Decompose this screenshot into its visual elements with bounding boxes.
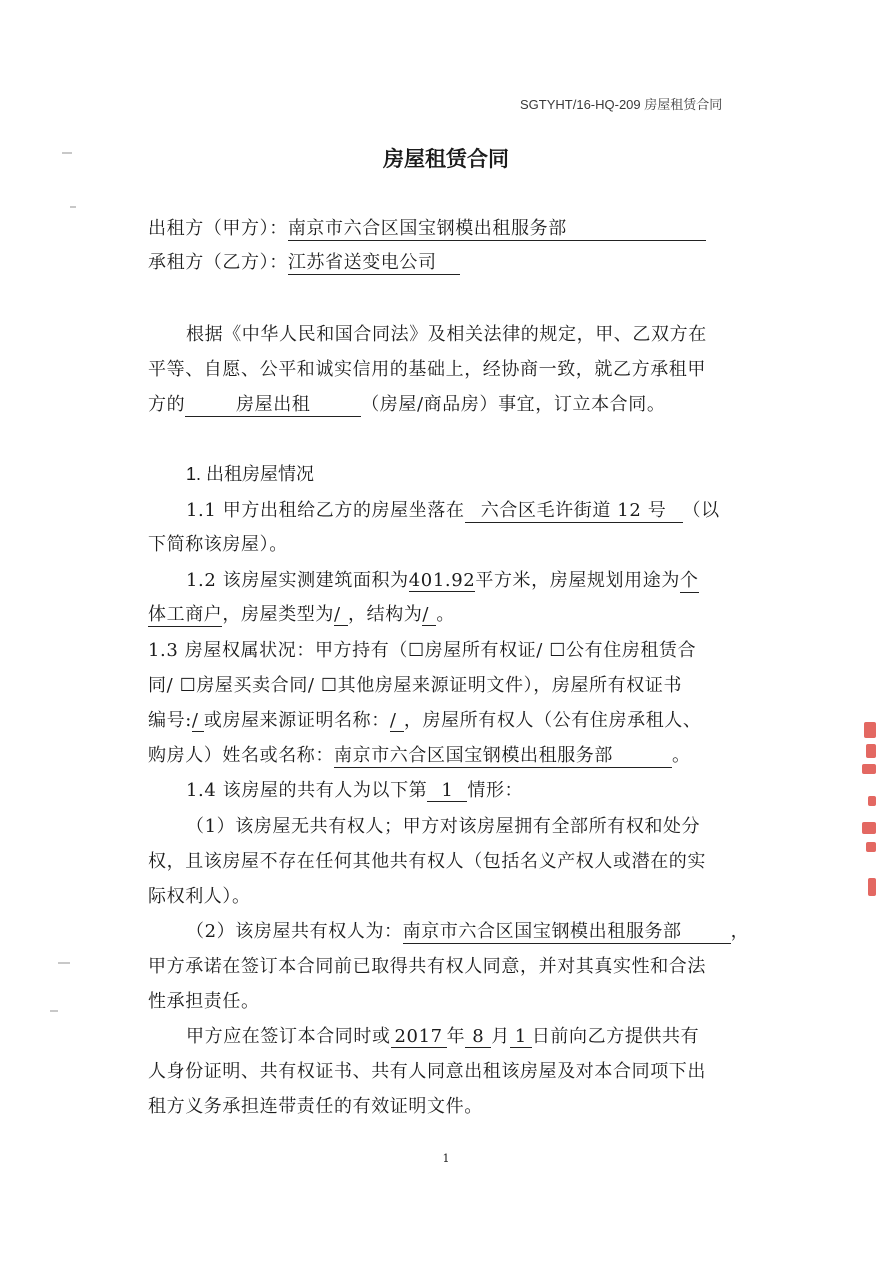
lessor-line [148,214,706,241]
lessor-name: 南京市六合区国宝钢模出租服务部 [288,214,706,241]
option-1-line-2: 权，且该房屋不存在任何其他共有权人（包括名义产权人或潜在的实 [148,851,706,872]
clause-1-1 [186,496,720,523]
clause-1-3-line-3 [148,706,701,732]
clause-text: 1.1 甲方出租给乙方的房屋坐落在 [186,500,465,521]
clause-text-end: 情形： [467,780,524,801]
option-2-line-2: 甲方承诺在签订本合同前已取得共有权人同意，并对其真实性和合法 [148,956,706,977]
clause-text: 1.4 该房屋的共有人为以下第 [186,780,428,801]
option-1-line-1: （1）该房屋无共有权人；甲方对该房屋拥有全部所有权和处分 [186,816,701,837]
provision-day: 1 [510,1026,532,1048]
lessor-label: 出租方（甲方）： [148,218,288,239]
provision-paragraph-line-2: 人身份证明、共有权证书、共有人同意出租该房屋及对本合同项下出 [148,1061,706,1082]
clause-text: 1.2 该房屋实测建筑面积为 [186,570,409,591]
preamble-text: 方的 [148,394,186,415]
co-owner-label: （2）该房屋共有权人为： [186,921,403,942]
lessee-label: 承租方（乙方）： [148,252,288,273]
option-2-line-3: 性承担责任。 [148,991,260,1012]
clause-1-4 [186,776,523,802]
clause-1-2 [186,566,699,593]
structure-label: ，结构为 [348,604,423,625]
document-code: SGTYHT/16-HQ-209 房屋租赁合同 [520,97,723,112]
scan-speck [62,152,72,154]
clause-period: 。 [436,604,456,625]
clause-text-mid: 平方米，房屋规划用途为 [475,570,680,591]
structure: / [422,604,436,626]
scan-speck [50,1010,58,1012]
page-number: 1 [442,1152,450,1165]
provision-month: 8 [465,1026,491,1048]
source-name: / [390,710,404,732]
cert-no: / [192,710,204,732]
planned-use-part-1: 个 [680,566,699,593]
clause-1-2-line-2 [148,600,455,627]
provision-paragraph-line-1 [186,1022,699,1048]
provision-year: 2017 [391,1026,447,1048]
clause-text-end: （以 [682,500,720,521]
clause-period: 。 [672,745,691,766]
option-1-line-3: 际权利人）。 [148,886,251,907]
page-title: 房屋租赁合同 [383,148,509,171]
cert-no-label: 编号: [148,710,192,731]
preamble-line-2: 平等、自愿、公平和诚实信用的基础上，经协商一致，就乙方承租甲 [148,359,706,380]
clause-1-3-line-2: 同/ ☐房屋买卖合同/ ☐其他房屋来源证明文件），房屋所有权证书 [148,675,683,696]
lessee-line [148,248,460,275]
year-label: 年 [446,1026,466,1047]
option-2-line-1 [186,917,749,944]
house-type-label: ，房屋类型为 [222,604,335,625]
property-location: 六合区毛许街道 12 号 [465,496,683,523]
preamble-text-end: （房屋/商品房）事宜，订立本合同。 [361,394,666,415]
section-1-heading: 1. 出租房屋情况 [186,464,315,484]
lessee-name: 江苏省送变电公司 [288,248,460,275]
clause-comma: ， [730,921,750,942]
provision-text-end: 日前向乙方提供共有 [531,1026,700,1047]
planned-use-part-2: 体工商户 [148,600,222,627]
co-owner-case-number: 1 [427,780,467,802]
clause-1-3-line-1: 1.3 房屋权属状况：甲方持有（☐房屋所有权证/ ☐公有住房租赁合 [148,640,697,661]
clause-text-end: ，房屋所有权人（公有住房承租人、 [403,710,702,731]
clause-1-3-line-4 [148,741,691,768]
month-label: 月 [491,1026,510,1047]
building-area: 401.92 [408,570,476,591]
scan-speck [70,206,76,208]
provision-paragraph-line-3: 租方义务承担连带责任的有效证明文件。 [148,1096,483,1117]
preamble-line-3 [148,390,665,417]
scan-speck [58,962,70,964]
preamble-blank: 房屋出租 [185,390,361,417]
house-type: / [334,604,348,626]
owner-name: 南京市六合区国宝钢模出租服务部 [334,741,672,768]
preamble-line-1: 根据《中华人民和国合同法》及相关法律的规定，甲、乙双方在 [186,324,707,345]
source-name-label: 或房屋来源证明名称： [203,710,390,731]
clause-1-1-line-2: 下简称该房屋）。 [148,534,288,555]
provision-text: 甲方应在签订本合同时或 [186,1026,391,1047]
co-owner-name: 南京市六合区国宝钢模出租服务部 [403,917,731,944]
owner-label: 购房人）姓名或名称： [148,745,334,766]
